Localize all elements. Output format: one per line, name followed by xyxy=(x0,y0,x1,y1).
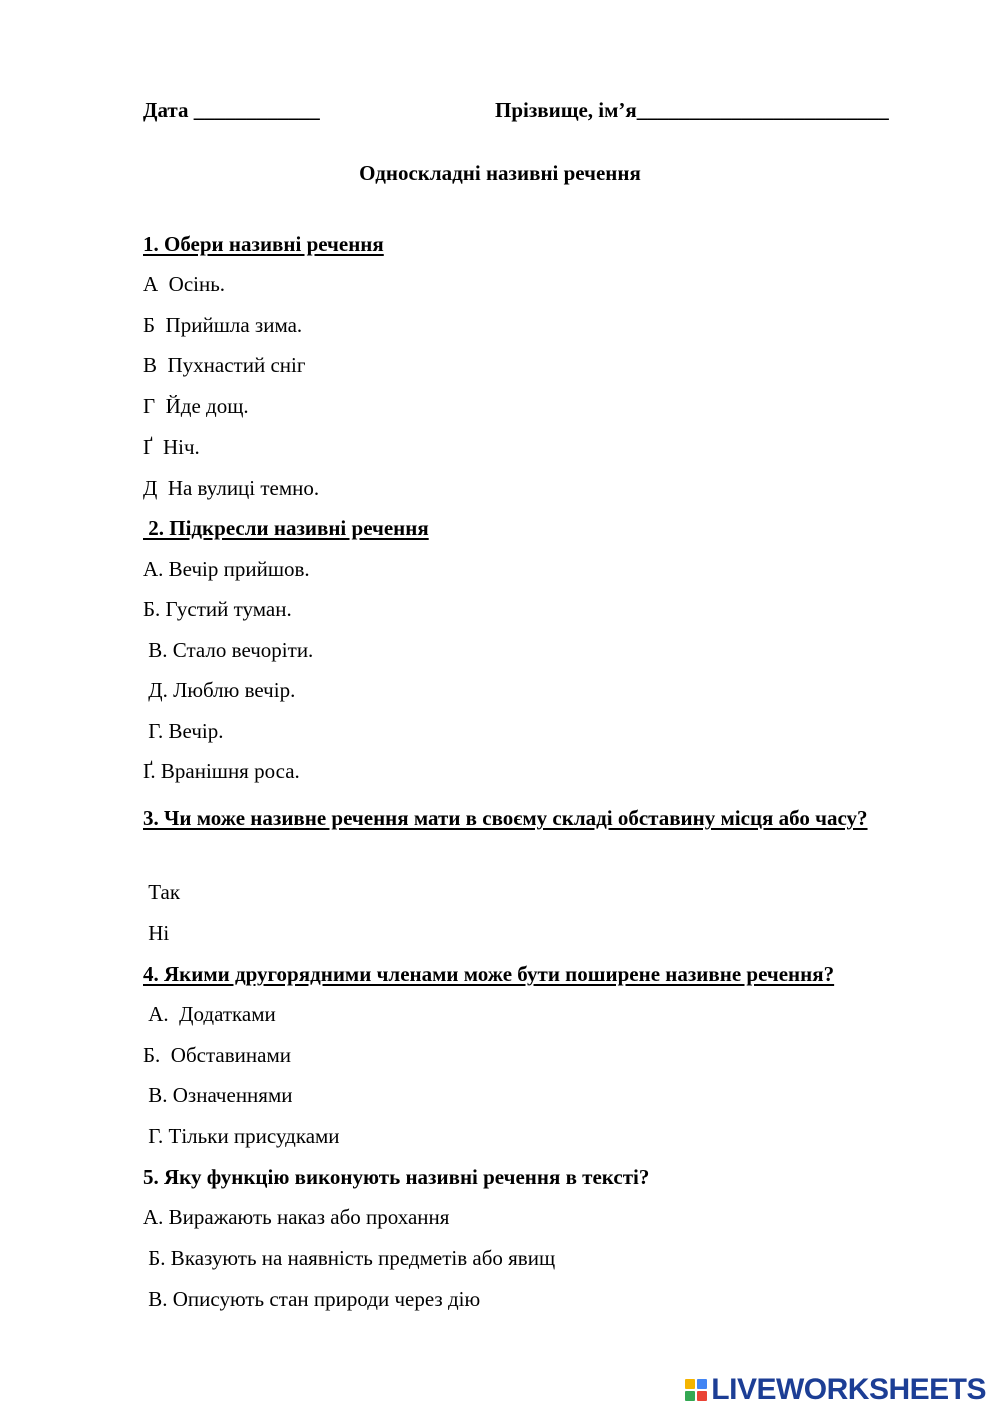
question-1-heading: 1. Обери називні речення xyxy=(143,232,384,256)
q1-option-v: В Пухнастий сніг xyxy=(143,353,306,377)
q5-option-v: В. Описують стан природи через дію xyxy=(143,1287,481,1311)
q5-option-b: Б. Вказують на наявність предметів або явищ xyxy=(143,1246,556,1270)
logo-square-4 xyxy=(697,1391,707,1401)
q1-option-b: Б Прийшла зима. xyxy=(143,313,303,337)
q3-option-yes: Так xyxy=(143,880,181,904)
liveworksheets-logo-icon xyxy=(685,1379,707,1401)
q1-option-a: А Осінь. xyxy=(143,272,226,296)
q2-option-g: Ґ. Вранішня роса. xyxy=(143,759,300,783)
q2-option-h: Г. Вечір. xyxy=(143,719,224,743)
liveworksheets-logo xyxy=(685,1373,986,1407)
q1-option-h: Г Йде дощ. xyxy=(143,394,249,418)
q4-option-b: Б. Обставинами xyxy=(143,1043,291,1067)
name-field-label: Прізвище, ім’я________________________ xyxy=(495,98,889,122)
q4-option-a: А. Додатками xyxy=(143,1002,276,1026)
q1-option-g: Ґ Ніч. xyxy=(143,435,200,459)
q5-option-a: А. Виражають наказ або прохання xyxy=(143,1205,450,1229)
logo-square-3 xyxy=(685,1391,695,1401)
page-title: Односкладні називні речення xyxy=(359,161,641,185)
q2-option-b: Б. Густий туман. xyxy=(143,597,292,621)
question-2-heading: 2. Підкресли називні речення xyxy=(143,516,429,540)
q2-option-a: А. Вечір прийшов. xyxy=(143,557,310,581)
logo-text: LIVEWORKSHEETS xyxy=(711,1373,986,1406)
question-4-heading: 4. Якими другорядними членами може бути поширене називне речення? xyxy=(143,962,835,986)
q4-option-h: Г. Тільки присудками xyxy=(143,1124,340,1148)
q2-option-v: В. Стало вечоріти. xyxy=(143,638,314,662)
q3-option-no: Ні xyxy=(143,921,170,945)
logo-square-2 xyxy=(697,1379,707,1389)
q2-option-d: Д. Люблю вечір. xyxy=(143,678,296,702)
date-field-label: Дата ____________ xyxy=(143,98,320,122)
q1-option-d: Д На вулиці темно. xyxy=(143,476,320,500)
question-5-heading: 5. Яку функцію виконують називні речення в тексті? xyxy=(143,1165,650,1189)
q4-option-v: В. Означеннями xyxy=(143,1083,293,1107)
question-3-heading: 3. Чи може називне речення мати в своєму складі обставину місця або часу? xyxy=(143,806,868,830)
logo-square-1 xyxy=(685,1379,695,1389)
